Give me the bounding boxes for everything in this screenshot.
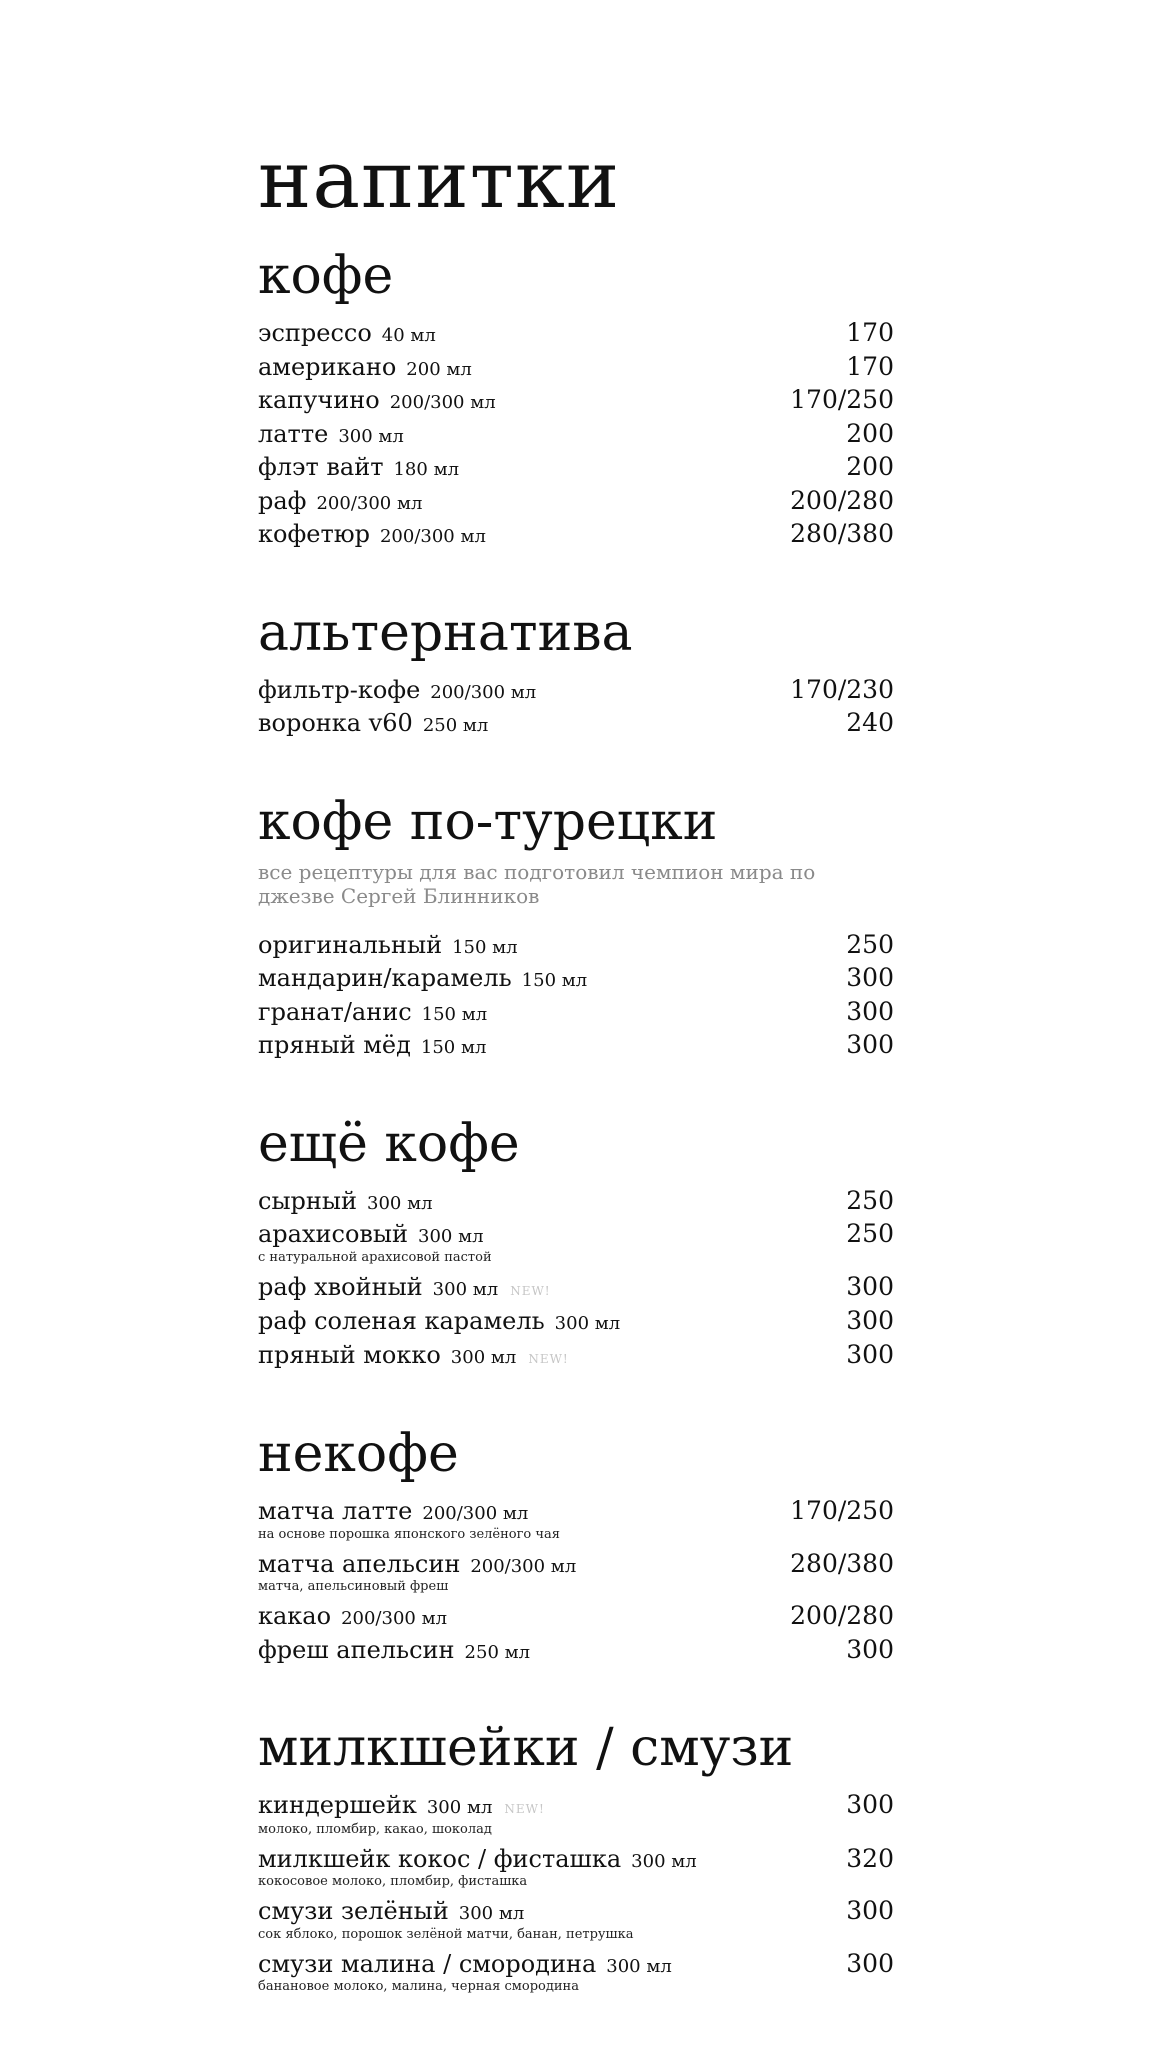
menu-item-row	[258, 452, 894, 486]
menu-item-row	[258, 963, 894, 997]
item-volume: 200 мл	[406, 358, 472, 380]
item-name-group	[258, 708, 488, 742]
menu-item	[258, 930, 894, 964]
item-name-group	[258, 963, 587, 997]
item-volume: 200/300 мл	[470, 1555, 577, 1577]
item-price: 200	[846, 452, 894, 481]
section-note: все рецептуры для вас подготовил чемпион мира по джезве Сергей Блинников	[258, 859, 816, 908]
menu-item-row	[258, 1635, 894, 1669]
item-name: эспрессо	[258, 319, 372, 347]
item-name: фреш апельсин	[258, 1635, 455, 1664]
menu-item-row	[258, 708, 894, 742]
item-name: кофетюр	[258, 520, 370, 548]
item-name-group	[258, 352, 472, 386]
item-price: 280/380	[790, 1548, 894, 1578]
section-title: кофе	[258, 246, 394, 306]
item-price: 300	[846, 1306, 894, 1335]
menu-section	[258, 1113, 894, 1375]
menu-item	[258, 1635, 894, 1669]
item-price: 170/250	[790, 385, 894, 414]
item-price: 200/280	[790, 485, 894, 515]
item-price: 170	[846, 318, 894, 347]
item-price: 170/230	[790, 674, 894, 704]
item-name-group	[258, 1549, 576, 1583]
menu-item	[258, 352, 894, 386]
menu-item-row	[258, 1949, 894, 1983]
item-name-group	[258, 997, 487, 1031]
item-volume: 150 мл	[521, 970, 588, 991]
item-name: американо	[258, 352, 397, 381]
item-name-group	[258, 1844, 697, 1878]
item-name: смузи зелёный	[258, 1897, 449, 1925]
item-price: 240	[846, 708, 894, 737]
item-volume: 40 мл	[381, 325, 436, 346]
item-name-group	[258, 675, 536, 709]
item-price: 200	[846, 418, 894, 448]
menu-item	[258, 1272, 894, 1307]
item-volume: 300 мл	[418, 1226, 484, 1247]
menu-item-row	[258, 930, 894, 964]
menu-item	[258, 1601, 894, 1635]
item-name: раф хвойный	[258, 1272, 423, 1301]
item-volume: 300 мл	[458, 1903, 525, 1924]
item-volume: 300 мл	[631, 1850, 697, 1872]
item-volume: 300 мл	[606, 1955, 672, 1977]
menu-item-row	[258, 385, 894, 419]
item-name-group	[258, 1896, 524, 1930]
item-price: 300	[846, 1634, 894, 1664]
menu-item-row	[258, 486, 894, 520]
item-price: 300	[846, 1896, 894, 1925]
menu-section	[258, 1720, 894, 1995]
item-volume: 250 мл	[464, 1641, 531, 1663]
item-name: пряный мёд	[258, 1031, 411, 1059]
menu-item	[258, 452, 894, 486]
item-volume: 200/300 мл	[316, 492, 423, 514]
menu-section	[258, 602, 894, 742]
item-name: мандарин/карамель	[258, 964, 512, 992]
item-price: 170	[846, 351, 894, 381]
menu-item	[258, 318, 894, 352]
item-name-group	[258, 1790, 545, 1825]
menu-item-row	[258, 352, 894, 386]
menu-item	[258, 708, 894, 742]
item-price: 250	[846, 1219, 894, 1248]
new-badge: NEW!	[510, 1283, 551, 1298]
item-price: 320	[846, 1843, 894, 1873]
menu-item-row	[258, 1549, 894, 1583]
menu-item-row	[258, 1601, 894, 1635]
menu-section	[258, 1426, 894, 1668]
menu-item-row	[258, 1896, 894, 1930]
item-name-group	[258, 419, 404, 453]
item-name-group	[258, 519, 486, 553]
section-title: ещё кофе	[258, 1113, 520, 1174]
menu-item	[258, 963, 894, 997]
item-volume: 150 мл	[420, 1037, 487, 1058]
item-description: банановое молоко, малина, черная смородина	[258, 1979, 579, 1994]
item-name: гранат/анис	[258, 997, 412, 1026]
item-name-group	[258, 1635, 530, 1669]
item-name: смузи малина / смородина	[258, 1949, 597, 1978]
menu-item-row	[258, 1496, 894, 1530]
item-name: флэт вайт	[258, 453, 384, 481]
item-name-group	[258, 1601, 447, 1635]
item-price: 250	[846, 1185, 894, 1215]
item-name: матча апельсин	[258, 1549, 461, 1578]
menu-item	[258, 1030, 894, 1064]
item-name: киндершейк	[258, 1791, 417, 1819]
drinks-menu	[258, 133, 894, 2047]
item-volume: 200/300 мл	[379, 526, 486, 547]
section-title: кофе по-турецки	[258, 791, 718, 852]
item-description: с натуральной арахисовой пастой	[258, 1249, 492, 1265]
menu-item-row	[258, 1030, 894, 1064]
item-name-group	[258, 1272, 551, 1307]
item-volume: 300 мл	[338, 425, 404, 447]
menu-item-row	[258, 519, 894, 553]
menu-item	[258, 1340, 894, 1375]
item-price: 300	[846, 1339, 894, 1369]
menu-item	[258, 1790, 894, 1838]
menu-item	[258, 997, 894, 1031]
item-name: фильтр-кофе	[258, 675, 421, 704]
item-name-group	[258, 318, 436, 352]
item-price: 300	[846, 963, 894, 992]
item-volume: 150 мл	[452, 936, 518, 958]
item-volume: 150 мл	[421, 1003, 488, 1025]
item-volume: 300 мл	[367, 1192, 433, 1214]
item-name: латте	[258, 419, 329, 448]
menu-item	[258, 1219, 894, 1266]
item-price: 300	[846, 996, 894, 1026]
section-title: альтернатива	[258, 602, 633, 663]
item-name-group	[258, 1030, 486, 1064]
new-badge: NEW!	[528, 1351, 569, 1366]
new-badge: NEW!	[504, 1802, 545, 1816]
menu-item-row	[258, 419, 894, 453]
item-name-group	[258, 1340, 569, 1375]
menu-item-row	[258, 1219, 894, 1253]
item-name-group	[258, 1219, 484, 1253]
item-price: 280/380	[790, 519, 894, 548]
item-name: сырный	[258, 1186, 357, 1215]
section-title: милкшейки / смузи	[258, 1718, 794, 1778]
menu-item	[258, 1306, 894, 1340]
menu-sections	[258, 248, 894, 1995]
item-name: раф	[258, 486, 307, 515]
item-description: кокосовое молоко, пломбир, фисташка	[258, 1874, 528, 1889]
menu-item-row	[258, 1790, 894, 1825]
item-volume: 250 мл	[422, 715, 489, 736]
item-name: пряный мокко	[258, 1340, 441, 1369]
item-description: матча, апельсиновый фреш	[258, 1579, 449, 1594]
menu-item	[258, 1896, 894, 1943]
item-name: раф соленая карамель	[258, 1307, 545, 1335]
item-price: 250	[846, 929, 894, 959]
menu-item	[258, 1496, 894, 1543]
menu-item	[258, 385, 894, 419]
menu-item	[258, 1949, 894, 1996]
item-price: 200/280	[790, 1601, 894, 1630]
menu-item-row	[258, 1186, 894, 1220]
item-name: оригинальный	[258, 930, 443, 959]
item-description: сок яблоко, порошок зелёной матчи, банан, петрушка	[258, 1926, 634, 1942]
item-price: 170/250	[790, 1496, 894, 1525]
item-name-group	[258, 452, 459, 486]
menu-item	[258, 675, 894, 709]
item-volume: 300 мл	[432, 1278, 499, 1300]
menu-item-row	[258, 1844, 894, 1878]
item-price: 300	[846, 1948, 894, 1978]
menu-section	[258, 248, 894, 553]
menu-item-row	[258, 1272, 894, 1307]
item-name: арахисовый	[258, 1220, 409, 1248]
item-name: воронка v60	[258, 709, 413, 737]
menu-item	[258, 1549, 894, 1596]
item-name-group	[258, 486, 422, 520]
item-name: матча латте	[258, 1497, 413, 1525]
item-volume: 180 мл	[393, 459, 459, 480]
item-name-group	[258, 1496, 528, 1530]
item-price: 300	[846, 1271, 894, 1301]
item-name: милкшейк кокос / фисташка	[258, 1844, 622, 1873]
menu-item	[258, 1844, 894, 1891]
menu-item-row	[258, 1306, 894, 1340]
page-title: напитки	[258, 133, 621, 226]
menu-item	[258, 486, 894, 520]
item-volume: 300 мл	[554, 1313, 621, 1334]
menu-item	[258, 419, 894, 453]
menu-item-row	[258, 318, 894, 352]
section-title: некофе	[258, 1424, 459, 1484]
item-name: капучино	[258, 386, 380, 414]
menu-section	[258, 791, 894, 1064]
item-name-group	[258, 1186, 433, 1220]
item-volume: 300 мл	[450, 1346, 517, 1368]
item-description: молоко, пломбир, какао, шоколад	[258, 1821, 492, 1837]
item-volume: 200/300 мл	[422, 1503, 529, 1524]
item-name-group	[258, 1949, 672, 1983]
item-price: 300	[846, 1030, 894, 1059]
item-volume: 300 мл	[426, 1797, 493, 1818]
item-volume: 200/300 мл	[389, 392, 496, 413]
menu-item-row	[258, 1340, 894, 1375]
item-volume: 200/300 мл	[430, 681, 537, 703]
item-price: 300	[846, 1790, 894, 1819]
item-name-group	[258, 930, 518, 964]
item-name-group	[258, 385, 496, 419]
item-description: на основе порошка японского зелёного чая	[258, 1526, 560, 1542]
item-volume: 200/300 мл	[341, 1608, 448, 1629]
menu-item-row	[258, 675, 894, 709]
item-name: какао	[258, 1602, 332, 1630]
menu-item	[258, 519, 894, 553]
item-name-group	[258, 1306, 620, 1340]
menu-item-row	[258, 997, 894, 1031]
menu-item	[258, 1186, 894, 1220]
